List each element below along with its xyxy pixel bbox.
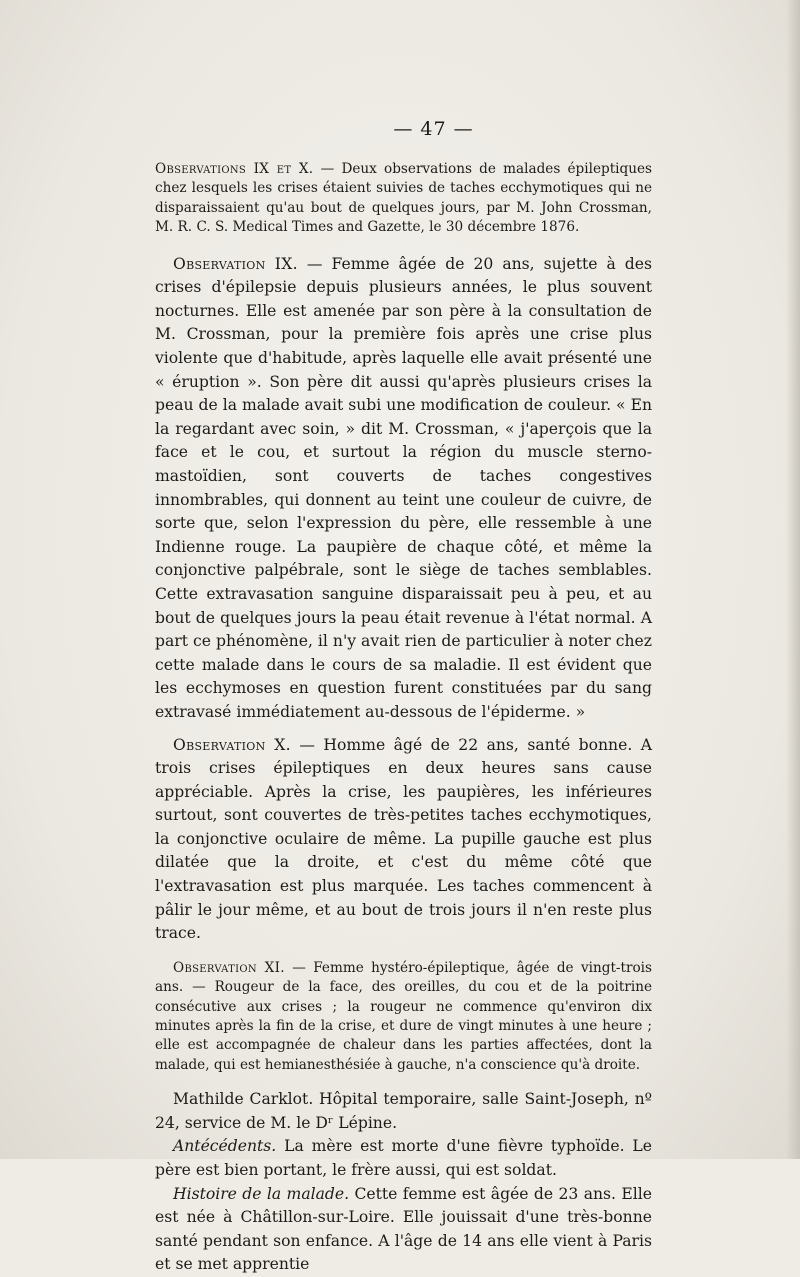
page-text bbox=[155, 118, 652, 1277]
page-number: — 47 — bbox=[393, 118, 474, 140]
observation-label: Observation X. bbox=[173, 735, 291, 754]
section-label: Observations IX et X. bbox=[155, 161, 314, 177]
observation-x bbox=[155, 734, 652, 946]
observation-text: — Femme âgée de 20 ans, sujette à des crises d'épilepsie depuis plusieurs années, le plus souvent nocturnes. Elle est amenée par son père à la consultation de M. Crossman, pour la première fois après une crise plus violente que d'habitude, après laquelle elle avait présenté une « éruption ». Son père dit aussi qu'après plusieurs crises la peau de la malade avait subi une modification de couleur. « En la regardant avec soin, » dit M. Crossman, « j'aperçois que la face et le cou, et surtout la région du muscle sterno-mastoïdien, sont couverts de taches congestives innombrables, qui donnent au teint une couleur de cuivre, de sorte que, selon l'expression du père, elle ressemble à une Indienne rouge. La paupière de chaque côté, et même la conjonctive palpébrale, sont le siège de taches semblables. Cette extravasation sanguine disparaissait peu à peu, et au bout de quelques jours la peau était revenue à l'état normal. A part ce phénomène, il n'y avait rien de particulier à noter chez cette malade dans le cours de sa maladie. Il est évident que les ecchymoses en question furent constituées par du sang extravasé immédiatement au-dessous de l'épiderme. » bbox=[155, 254, 652, 721]
patient-info: Mathilde Carklot. Hôpital temporaire, salle Saint-Joseph, nº 24, service de M. le Dʳ Lépine. bbox=[155, 1090, 652, 1132]
observation-text: — Femme hystéro-épileptique, âgée de vingt-trois ans. — Rougeur de la face, des oreilles, du cou et de la poitrine consécutive aux crises ; la rougeur ne commence qu'environ dix minutes après la fin de la crise, et dure de vingt minutes à une heure ; elle est accompagnée de chaleur dans les parties affectées, dont la malade, qui est hemianesthésiée à gauche, n'a conscience qu'à droite. bbox=[155, 959, 652, 1073]
observations-ix-x-summary bbox=[155, 160, 652, 238]
history-text: Cette femme est âgée de 23 ans. Elle est née à Châtillon-sur-Loire. Elle jouissait d'une très-bonne santé pendant son enfance. A l'âge de 14 ans elle vient à Paris et se met apprentie bbox=[155, 1184, 652, 1274]
observation-ix bbox=[155, 253, 652, 725]
antecedents-paragraph bbox=[155, 1135, 652, 1182]
page-gutter-shadow bbox=[786, 0, 800, 1159]
observation-label: Observation XI. bbox=[173, 959, 285, 976]
observation-xi bbox=[155, 959, 652, 1075]
history-label: Histoire de la malade. bbox=[173, 1184, 350, 1203]
observation-text: — Homme âgé de 22 ans, santé bonne. A trois crises épileptiques en deux heures sans cause appréciable. Après la crise, les paupières, les inférieures surtout, sont couvertes de très-petites taches ecchymotiques, la conjonctive oculaire de même. La pupille gauche est plus dilatée que la droite, et c'est du même côté que l'extravasation est plus marquée. Les taches commencent à pâlir le jour même, et au bout de trois jours il n'en reste plus trace. bbox=[155, 735, 652, 943]
antecedents-text: La mère est morte d'une fièvre typhoïde. Le père est bien portant, le frère aussi, qui est soldat. bbox=[155, 1137, 652, 1180]
section-text: — Deux observations de malades épileptiques chez lesquels les crises étaient suivies de taches ecchymotiques qui ne disparaissaient qu'au bout de quelques jours, par M. John Crossman, M. R. C. S. Medical Times and Gazette, le 30 décembre 1876. bbox=[155, 161, 652, 236]
history-paragraph bbox=[155, 1183, 652, 1277]
antecedents-label: Antécédents. bbox=[173, 1137, 277, 1156]
observation-label: Observation IX. bbox=[173, 254, 298, 273]
